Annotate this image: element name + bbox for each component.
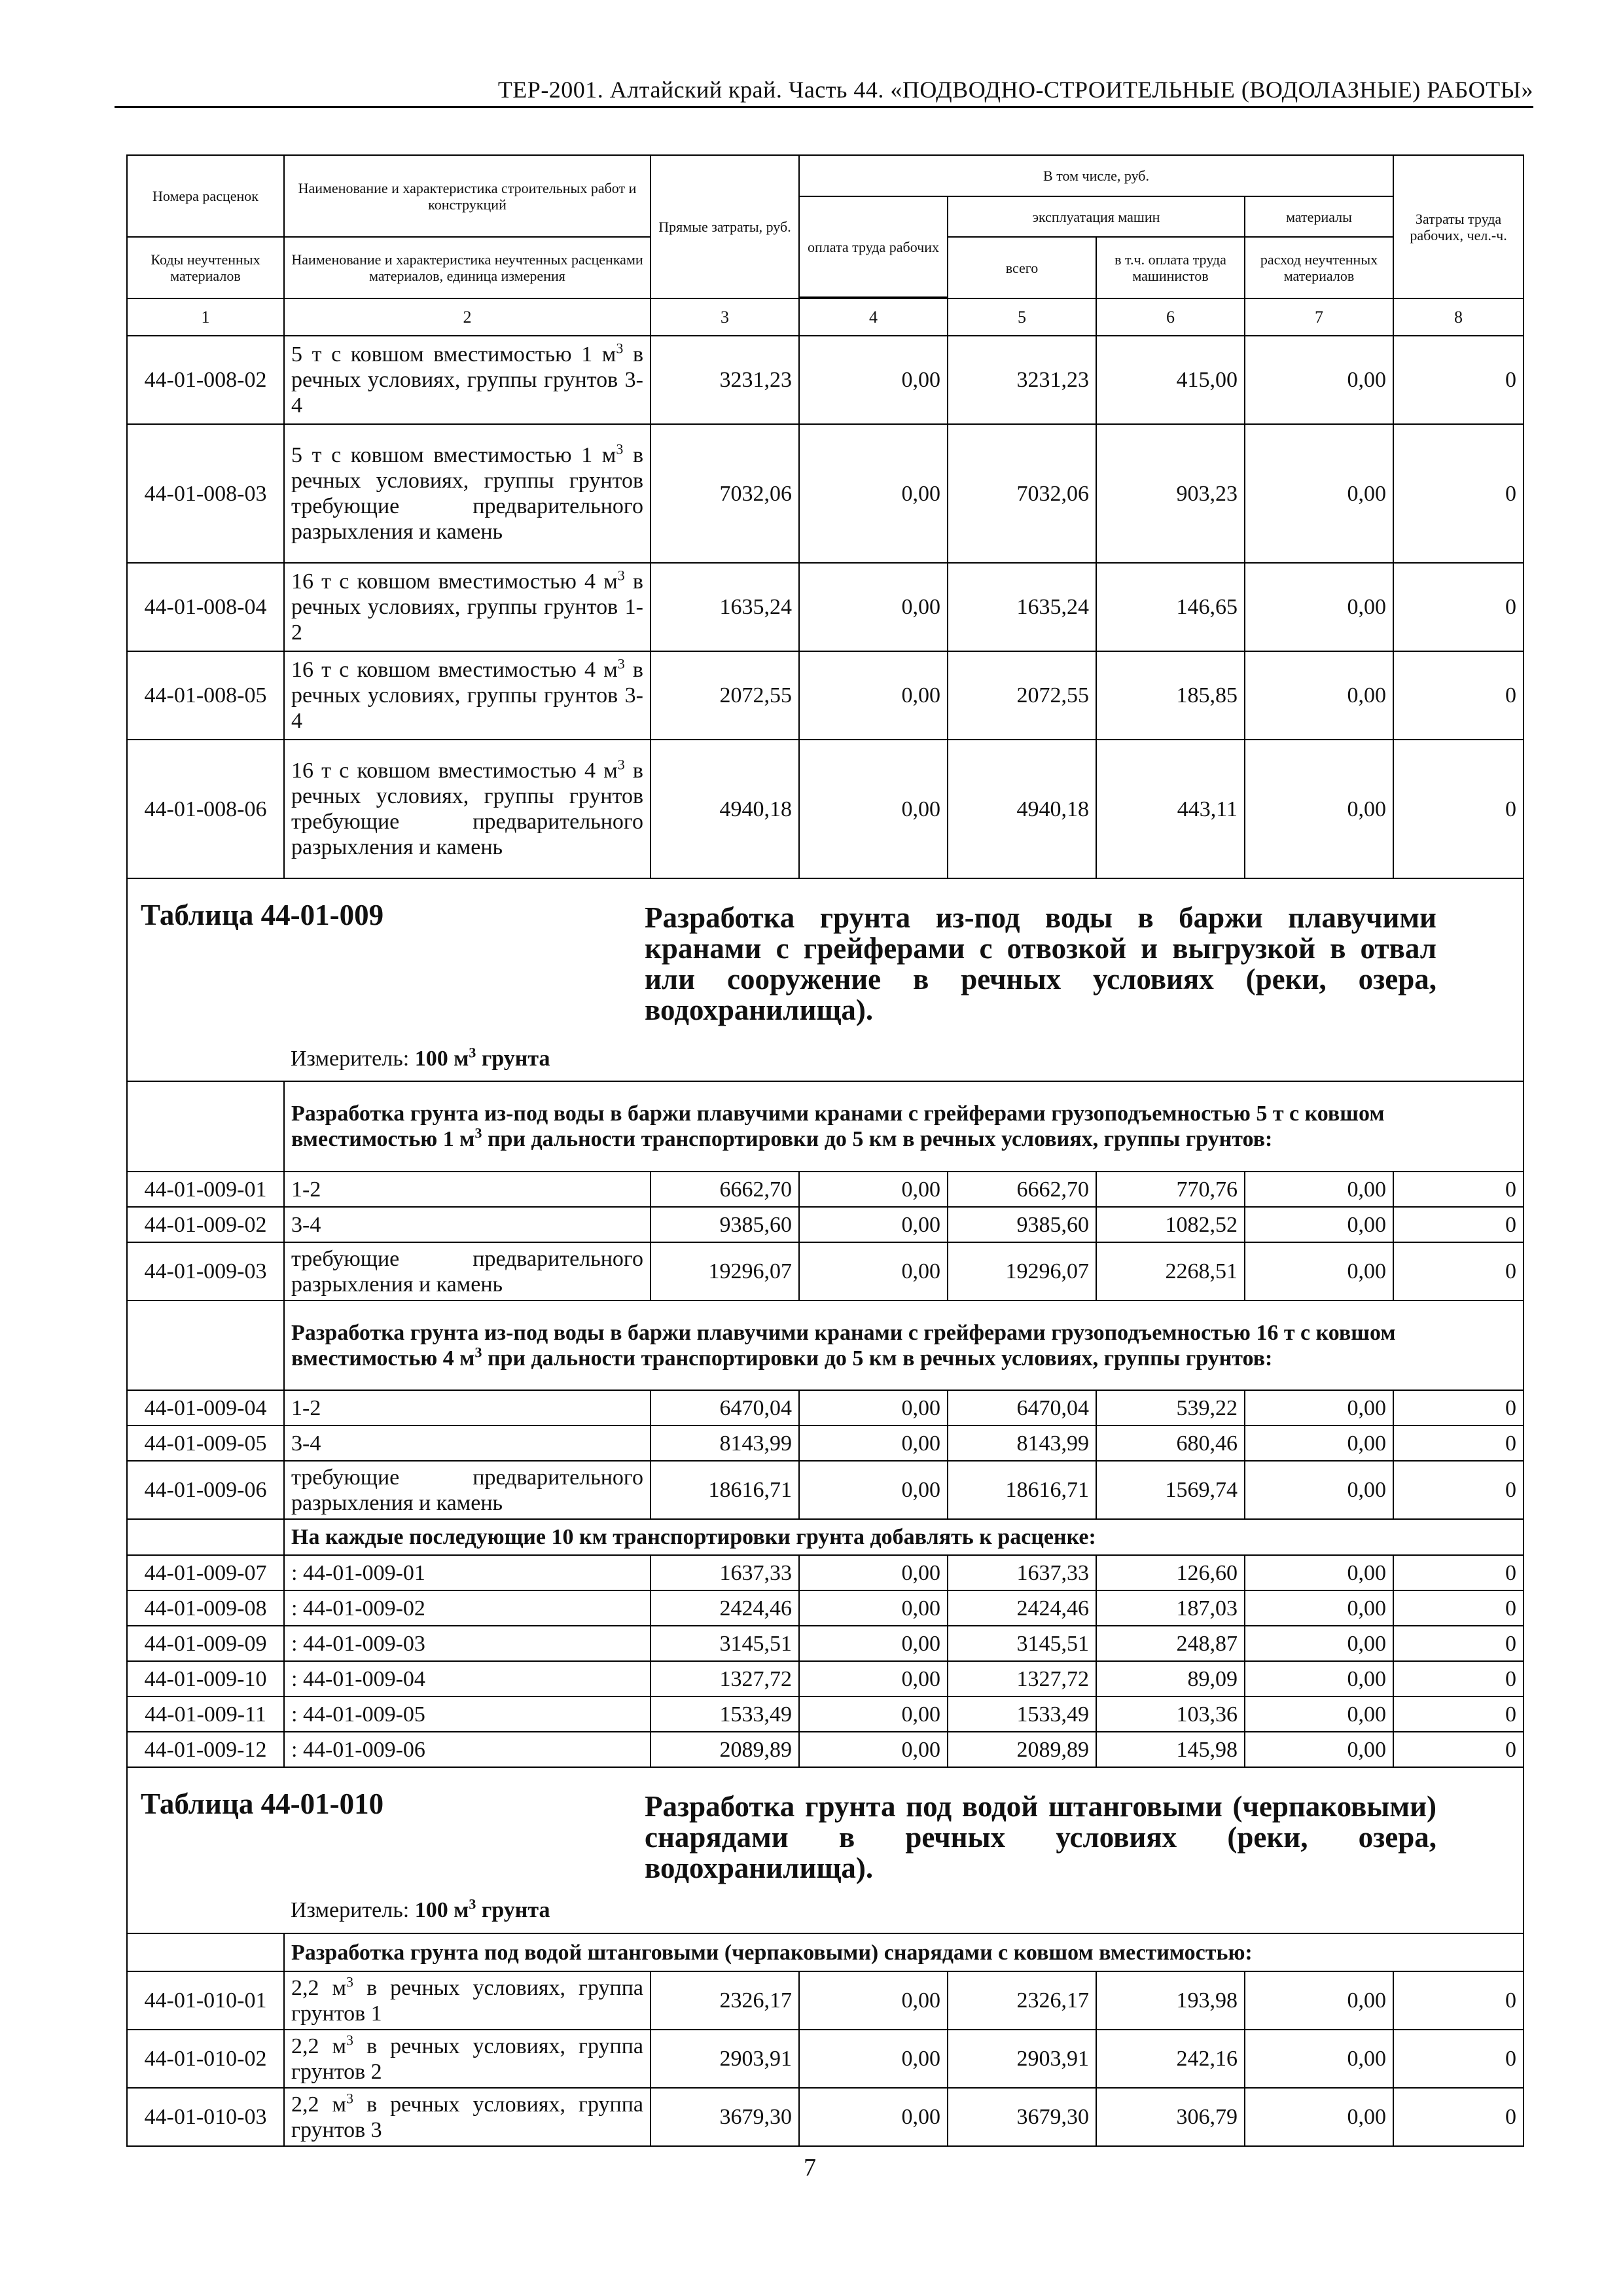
materials-cost: 0,00 bbox=[1245, 1242, 1393, 1300]
machinist-wage: 1569,74 bbox=[1096, 1461, 1245, 1519]
machinist-wage: 185,85 bbox=[1096, 651, 1245, 740]
subheading-blank bbox=[127, 1081, 284, 1172]
machinist-wage: 248,87 bbox=[1096, 1626, 1245, 1661]
rate-description bbox=[284, 1172, 651, 1207]
subheading-text: при дальности транспортировки до 5 км в речных условиях, группы грунтов: bbox=[482, 1346, 1273, 1371]
rate-code: 44-01-009-12 bbox=[127, 1732, 284, 1767]
subheading-text: Разработка грунта из-под воды в баржи плавучими кранами с грейферами грузоподъемностью 16 т с ковшом вместимостью 4 м bbox=[291, 1320, 1396, 1371]
materials-cost: 0,00 bbox=[1245, 336, 1393, 424]
col-header-exp: эксплуатация машин bbox=[948, 196, 1245, 237]
worker-wage: 0,00 bbox=[799, 1661, 948, 1696]
subheading-row bbox=[127, 1081, 1524, 1172]
rate-row bbox=[127, 740, 1524, 878]
measure-text: грунта bbox=[476, 1047, 550, 1071]
labor-cost: 0 bbox=[1393, 1242, 1524, 1300]
superscript: 3 bbox=[616, 340, 624, 357]
materials-cost: 0,00 bbox=[1245, 1971, 1393, 2030]
rate-row bbox=[127, 2088, 1524, 2146]
machine-total: 2326,17 bbox=[948, 1971, 1096, 2030]
superscript: 3 bbox=[469, 1044, 476, 1061]
materials-cost: 0,00 bbox=[1245, 1590, 1393, 1626]
machine-total: 7032,06 bbox=[948, 424, 1096, 563]
machine-total: 6662,70 bbox=[948, 1172, 1096, 1207]
name-text: в речных условиях, группа грунтов 1 bbox=[291, 1975, 643, 2026]
measure-label: Измеритель: bbox=[291, 1047, 415, 1071]
labor-cost: 0 bbox=[1393, 1732, 1524, 1767]
col-header-total: всего bbox=[948, 237, 1096, 298]
name-text: в речных условиях, группы грунтов требующие предварительного разрыхления и камень bbox=[291, 759, 643, 859]
machinist-wage: 443,11 bbox=[1096, 740, 1245, 878]
rate-code: 44-01-009-01 bbox=[127, 1172, 284, 1207]
col-header-names2: Наименование и характеристика неучтенных расценками материалов, единица измерения bbox=[284, 237, 651, 298]
name-text: 3-4 bbox=[291, 1431, 321, 1456]
labor-cost: 0 bbox=[1393, 1590, 1524, 1626]
rate-description bbox=[284, 1590, 651, 1626]
name-text: 1-2 bbox=[291, 1177, 321, 1202]
name-text: 1-2 bbox=[291, 1395, 321, 1420]
rate-description bbox=[284, 1626, 651, 1661]
rate-description bbox=[284, 563, 651, 651]
rate-code: 44-01-008-05 bbox=[127, 651, 284, 740]
rate-code: 44-01-009-11 bbox=[127, 1696, 284, 1732]
table-label: Таблица 44-01-009 bbox=[141, 899, 384, 931]
rate-description bbox=[284, 1661, 651, 1696]
materials-cost: 0,00 bbox=[1245, 1461, 1393, 1519]
direct-cost: 9385,60 bbox=[651, 1207, 799, 1242]
measure-text: 100 м bbox=[414, 1047, 469, 1071]
name-text: 2,2 м bbox=[291, 2092, 347, 2117]
rate-code: 44-01-010-01 bbox=[127, 1971, 284, 2030]
subheading bbox=[284, 1300, 1524, 1390]
machine-total: 18616,71 bbox=[948, 1461, 1096, 1519]
subheading bbox=[284, 1081, 1524, 1172]
rate-code: 44-01-008-06 bbox=[127, 740, 284, 878]
rate-code: 44-01-009-05 bbox=[127, 1426, 284, 1461]
materials-cost: 0,00 bbox=[1245, 1390, 1393, 1426]
materials-cost: 0,00 bbox=[1245, 1732, 1393, 1767]
labor-cost: 0 bbox=[1393, 336, 1524, 424]
name-text: в речных условиях, группы грунтов 3-4 bbox=[291, 342, 643, 418]
machine-total: 2089,89 bbox=[948, 1732, 1096, 1767]
subheading-blank bbox=[127, 1933, 284, 1971]
col-header-codes: Коды неучтенных материалов bbox=[127, 237, 284, 298]
worker-wage: 0,00 bbox=[799, 563, 948, 651]
direct-cost: 1637,33 bbox=[651, 1555, 799, 1590]
rate-row bbox=[127, 336, 1524, 424]
col-num: 4 bbox=[799, 298, 948, 336]
labor-cost: 0 bbox=[1393, 1207, 1524, 1242]
rate-row bbox=[127, 1626, 1524, 1661]
rate-row bbox=[127, 651, 1524, 740]
worker-wage: 0,00 bbox=[799, 336, 948, 424]
measure-text: грунта bbox=[476, 1898, 550, 1922]
machine-total: 3231,23 bbox=[948, 336, 1096, 424]
rate-description bbox=[284, 1732, 651, 1767]
name-text: требующие предварительного разрыхления и камень bbox=[291, 1246, 643, 1297]
machinist-wage: 415,00 bbox=[1096, 336, 1245, 424]
machinist-wage: 146,65 bbox=[1096, 563, 1245, 651]
rate-row bbox=[127, 1555, 1524, 1590]
rate-row bbox=[127, 1390, 1524, 1426]
rate-description bbox=[284, 1426, 651, 1461]
name-text: 2,2 м bbox=[291, 2034, 347, 2058]
rate-code: 44-01-008-02 bbox=[127, 336, 284, 424]
direct-cost: 6662,70 bbox=[651, 1172, 799, 1207]
col-num: 5 bbox=[948, 298, 1096, 336]
rate-row bbox=[127, 2030, 1524, 2088]
table-label: Таблица 44-01-010 bbox=[141, 1787, 384, 1820]
table-title: Разработка грунта из-под воды в баржи плавучими кранами с грейферами с отвозкой и выгрузкой в отвал или сооружение в речных условиях (реки, озера, водохранилища). bbox=[645, 901, 1436, 1026]
direct-cost: 1635,24 bbox=[651, 563, 799, 651]
rate-row bbox=[127, 1172, 1524, 1207]
machinist-wage: 306,79 bbox=[1096, 2088, 1245, 2146]
materials-cost: 0,00 bbox=[1245, 1696, 1393, 1732]
col-header-mwage: в т.ч. оплата труда машинистов bbox=[1096, 237, 1245, 298]
machinist-wage: 770,76 bbox=[1096, 1172, 1245, 1207]
rate-description bbox=[284, 2088, 651, 2146]
materials-cost: 0,00 bbox=[1245, 1626, 1393, 1661]
subheading-text: На каждые последующие 10 км транспортировки грунта добавлять к расценке: bbox=[291, 1525, 1096, 1549]
rate-row bbox=[127, 1971, 1524, 2030]
name-text: 5 т с ковшом вместимостью 1 м bbox=[291, 443, 616, 467]
measure-value bbox=[414, 1044, 550, 1071]
machinist-wage: 2268,51 bbox=[1096, 1242, 1245, 1300]
worker-wage: 0,00 bbox=[799, 1207, 948, 1242]
rate-code: 44-01-008-03 bbox=[127, 424, 284, 563]
superscript: 3 bbox=[346, 2032, 354, 2049]
name-text: 3-4 bbox=[291, 1212, 321, 1237]
worker-wage: 0,00 bbox=[799, 651, 948, 740]
labor-cost: 0 bbox=[1393, 563, 1524, 651]
rate-description bbox=[284, 1207, 651, 1242]
machinist-wage: 242,16 bbox=[1096, 2030, 1245, 2088]
direct-cost: 1533,49 bbox=[651, 1696, 799, 1732]
superscript: 3 bbox=[617, 567, 625, 584]
subheading bbox=[284, 1519, 1524, 1555]
machine-total: 2903,91 bbox=[948, 2030, 1096, 2088]
labor-cost: 0 bbox=[1393, 2030, 1524, 2088]
rate-row bbox=[127, 1661, 1524, 1696]
name-text: 5 т с ковшом вместимостью 1 м bbox=[291, 342, 616, 367]
subheading-row bbox=[127, 1933, 1524, 1971]
col-num: 6 bbox=[1096, 298, 1245, 336]
col-num: 2 bbox=[284, 298, 651, 336]
direct-cost: 3679,30 bbox=[651, 2088, 799, 2146]
materials-cost: 0,00 bbox=[1245, 1207, 1393, 1242]
subheading-text: Разработка грунта под водой штанговыми (черпаковыми) снарядами с ковшом вместимостью: bbox=[291, 1940, 1253, 1965]
superscript: 3 bbox=[346, 2090, 354, 2107]
rate-code: 44-01-009-04 bbox=[127, 1390, 284, 1426]
rate-description bbox=[284, 1971, 651, 2030]
name-text: в речных условиях, группа грунтов 3 bbox=[291, 2092, 643, 2142]
name-text: : 44-01-009-04 bbox=[291, 1666, 425, 1691]
rate-code: 44-01-009-06 bbox=[127, 1461, 284, 1519]
superscript: 3 bbox=[346, 1973, 354, 1990]
name-text: 2,2 м bbox=[291, 1975, 347, 2000]
direct-cost: 2089,89 bbox=[651, 1732, 799, 1767]
header-title: ТЕР-2001. Алтайский край. Часть 44. «ПОДВОДНО-СТРОИТЕЛЬНЫЕ (ВОДОЛАЗНЫЕ) РАБОТЫ» bbox=[497, 77, 1533, 103]
machine-total: 4940,18 bbox=[948, 740, 1096, 878]
worker-wage: 0,00 bbox=[799, 424, 948, 563]
rate-code: 44-01-010-02 bbox=[127, 2030, 284, 2088]
labor-cost: 0 bbox=[1393, 1696, 1524, 1732]
rate-row bbox=[127, 1426, 1524, 1461]
machinist-wage: 1082,52 bbox=[1096, 1207, 1245, 1242]
rate-row bbox=[127, 563, 1524, 651]
rate-description bbox=[284, 740, 651, 878]
labor-cost: 0 bbox=[1393, 1971, 1524, 2030]
rate-code: 44-01-009-03 bbox=[127, 1242, 284, 1300]
machine-total: 1637,33 bbox=[948, 1555, 1096, 1590]
direct-cost: 7032,06 bbox=[651, 424, 799, 563]
measure-unit bbox=[291, 1046, 550, 1071]
superscript: 3 bbox=[617, 756, 625, 773]
table-title-row bbox=[127, 1767, 1524, 1933]
machinist-wage: 680,46 bbox=[1096, 1426, 1245, 1461]
worker-wage: 0,00 bbox=[799, 1696, 948, 1732]
name-text: требующие предварительного разрыхления и камень bbox=[291, 1465, 643, 1515]
worker-wage: 0,00 bbox=[799, 2088, 948, 2146]
direct-cost: 19296,07 bbox=[651, 1242, 799, 1300]
worker-wage: 0,00 bbox=[799, 1971, 948, 2030]
rate-description bbox=[284, 2030, 651, 2088]
worker-wage: 0,00 bbox=[799, 740, 948, 878]
machine-total: 1327,72 bbox=[948, 1661, 1096, 1696]
labor-cost: 0 bbox=[1393, 1661, 1524, 1696]
subheading-text: при дальности транспортировки до 5 км в речных условиях, группы грунтов: bbox=[482, 1127, 1273, 1151]
table-title: Разработка грунта под водой штанговыми (черпаковыми) снарядами в речных условиях (реки, озера, водохранилища). bbox=[645, 1790, 1436, 1884]
worker-wage: 0,00 bbox=[799, 1390, 948, 1426]
running-header bbox=[115, 73, 1533, 108]
machine-total: 2072,55 bbox=[948, 651, 1096, 740]
machine-total: 1635,24 bbox=[948, 563, 1096, 651]
table-title-block bbox=[127, 878, 1524, 1081]
superscript: 3 bbox=[617, 655, 625, 672]
rates-table bbox=[126, 154, 1524, 2147]
materials-cost: 0,00 bbox=[1245, 2088, 1393, 2146]
superscript: 3 bbox=[616, 440, 624, 457]
rate-code: 44-01-009-10 bbox=[127, 1661, 284, 1696]
worker-wage: 0,00 bbox=[799, 1426, 948, 1461]
rate-row bbox=[127, 424, 1524, 563]
subheading-text: Разработка грунта из-под воды в баржи плавучими кранами с грейферами грузоподъемностью 5 т с ковшом вместимостью 1 м bbox=[291, 1102, 1385, 1151]
rate-code: 44-01-009-02 bbox=[127, 1207, 284, 1242]
direct-cost: 3231,23 bbox=[651, 336, 799, 424]
labor-cost: 0 bbox=[1393, 1626, 1524, 1661]
name-text: 16 т с ковшом вместимостью 4 м bbox=[291, 658, 618, 682]
rate-row bbox=[127, 1207, 1524, 1242]
rate-description bbox=[284, 1696, 651, 1732]
rate-description bbox=[284, 1555, 651, 1590]
rate-row bbox=[127, 1732, 1524, 1767]
machine-total: 6470,04 bbox=[948, 1390, 1096, 1426]
name-text: в речных условиях, группы грунтов требующие предварительного разрыхления и камень bbox=[291, 443, 643, 544]
subheading bbox=[284, 1933, 1524, 1971]
machine-total: 3679,30 bbox=[948, 2088, 1096, 2146]
worker-wage: 0,00 bbox=[799, 1626, 948, 1661]
machine-total: 8143,99 bbox=[948, 1426, 1096, 1461]
worker-wage: 0,00 bbox=[799, 1461, 948, 1519]
worker-wage: 0,00 bbox=[799, 1590, 948, 1626]
name-text: в речных условиях, группы грунтов 3-4 bbox=[291, 658, 643, 733]
rate-description bbox=[284, 336, 651, 424]
materials-cost: 0,00 bbox=[1245, 424, 1393, 563]
superscript: 3 bbox=[474, 1124, 482, 1141]
rate-code: 44-01-010-03 bbox=[127, 2088, 284, 2146]
materials-cost: 0,00 bbox=[1245, 740, 1393, 878]
superscript: 3 bbox=[474, 1344, 482, 1361]
col-header-name: Наименование и характеристика строительных работ и конструкций bbox=[284, 155, 651, 237]
col-header-incl: В том числе, руб. bbox=[799, 155, 1393, 196]
rate-description bbox=[284, 1390, 651, 1426]
rate-description bbox=[284, 1461, 651, 1519]
measure-unit bbox=[291, 1897, 550, 1923]
machinist-wage: 187,03 bbox=[1096, 1590, 1245, 1626]
labor-cost: 0 bbox=[1393, 1390, 1524, 1426]
rate-row bbox=[127, 1461, 1524, 1519]
labor-cost: 0 bbox=[1393, 740, 1524, 878]
subheading-blank bbox=[127, 1519, 284, 1555]
direct-cost: 2326,17 bbox=[651, 1971, 799, 2030]
subheading-row bbox=[127, 1519, 1524, 1555]
rates-table-wrap bbox=[126, 154, 1523, 2142]
rate-description bbox=[284, 1242, 651, 1300]
col-num: 8 bbox=[1393, 298, 1524, 336]
name-text: : 44-01-009-03 bbox=[291, 1631, 425, 1656]
labor-cost: 0 bbox=[1393, 1555, 1524, 1590]
measure-text: 100 м bbox=[414, 1898, 469, 1922]
machine-total: 2424,46 bbox=[948, 1590, 1096, 1626]
col-num: 7 bbox=[1245, 298, 1393, 336]
materials-cost: 0,00 bbox=[1245, 1555, 1393, 1590]
measure-value bbox=[414, 1895, 550, 1922]
machine-total: 3145,51 bbox=[948, 1626, 1096, 1661]
rate-row bbox=[127, 1242, 1524, 1300]
rate-description bbox=[284, 424, 651, 563]
name-text: : 44-01-009-05 bbox=[291, 1702, 425, 1727]
name-text: : 44-01-009-02 bbox=[291, 1596, 425, 1621]
labor-cost: 0 bbox=[1393, 1426, 1524, 1461]
machine-total: 1533,49 bbox=[948, 1696, 1096, 1732]
direct-cost: 2424,46 bbox=[651, 1590, 799, 1626]
direct-cost: 8143,99 bbox=[651, 1426, 799, 1461]
rate-code: 44-01-009-08 bbox=[127, 1590, 284, 1626]
col-header-direct: Прямые затраты, руб. bbox=[651, 155, 799, 298]
machinist-wage: 903,23 bbox=[1096, 424, 1245, 563]
direct-cost: 2072,55 bbox=[651, 651, 799, 740]
labor-cost: 0 bbox=[1393, 651, 1524, 740]
labor-cost: 0 bbox=[1393, 1172, 1524, 1207]
rate-row bbox=[127, 1590, 1524, 1626]
name-text: в речных условиях, группа грунтов 2 bbox=[291, 2034, 643, 2084]
subheading-blank bbox=[127, 1300, 284, 1390]
materials-cost: 0,00 bbox=[1245, 1172, 1393, 1207]
worker-wage: 0,00 bbox=[799, 1242, 948, 1300]
materials-cost: 0,00 bbox=[1245, 2030, 1393, 2088]
labor-cost: 0 bbox=[1393, 424, 1524, 563]
col-header-mat: материалы bbox=[1245, 196, 1393, 237]
col-header-num: Номера расценок bbox=[127, 155, 284, 237]
direct-cost: 18616,71 bbox=[651, 1461, 799, 1519]
worker-wage: 0,00 bbox=[799, 1732, 948, 1767]
machinist-wage: 539,22 bbox=[1096, 1390, 1245, 1426]
worker-wage: 0,00 bbox=[799, 1172, 948, 1207]
machine-total: 9385,60 bbox=[948, 1207, 1096, 1242]
rate-description bbox=[284, 651, 651, 740]
col-header-labor: Затраты труда рабочих, чел.-ч. bbox=[1393, 155, 1524, 298]
column-numbers-row bbox=[127, 298, 1524, 336]
superscript: 3 bbox=[469, 1895, 476, 1912]
materials-cost: 0,00 bbox=[1245, 1661, 1393, 1696]
col-num: 3 bbox=[651, 298, 799, 336]
direct-cost: 2903,91 bbox=[651, 2030, 799, 2088]
labor-cost: 0 bbox=[1393, 2088, 1524, 2146]
col-header-matx: расход неучтенных материалов bbox=[1245, 237, 1393, 298]
name-text: 16 т с ковшом вместимостью 4 м bbox=[291, 569, 618, 594]
rate-code: 44-01-009-09 bbox=[127, 1626, 284, 1661]
machinist-wage: 126,60 bbox=[1096, 1555, 1245, 1590]
direct-cost: 1327,72 bbox=[651, 1661, 799, 1696]
col-header-wage: оплата труда рабочих bbox=[799, 196, 948, 297]
table-title-row bbox=[127, 878, 1524, 1081]
machinist-wage: 103,36 bbox=[1096, 1696, 1245, 1732]
worker-wage: 0,00 bbox=[799, 1555, 948, 1590]
labor-cost: 0 bbox=[1393, 1461, 1524, 1519]
name-text: : 44-01-009-01 bbox=[291, 1560, 425, 1585]
worker-wage: 0,00 bbox=[799, 2030, 948, 2088]
direct-cost: 3145,51 bbox=[651, 1626, 799, 1661]
machinist-wage: 193,98 bbox=[1096, 1971, 1245, 2030]
materials-cost: 0,00 bbox=[1245, 1426, 1393, 1461]
machine-total: 19296,07 bbox=[948, 1242, 1096, 1300]
rate-row bbox=[127, 1696, 1524, 1732]
name-text: : 44-01-009-06 bbox=[291, 1737, 425, 1762]
rate-code: 44-01-009-07 bbox=[127, 1555, 284, 1590]
table-title-block bbox=[127, 1767, 1524, 1933]
measure-label: Измеритель: bbox=[291, 1898, 415, 1922]
materials-cost: 0,00 bbox=[1245, 651, 1393, 740]
direct-cost: 6470,04 bbox=[651, 1390, 799, 1426]
col-num: 1 bbox=[127, 298, 284, 336]
page-number: 7 bbox=[804, 2154, 816, 2181]
machinist-wage: 145,98 bbox=[1096, 1732, 1245, 1767]
rate-code: 44-01-008-04 bbox=[127, 563, 284, 651]
name-text: 16 т с ковшом вместимостью 4 м bbox=[291, 759, 618, 783]
materials-cost: 0,00 bbox=[1245, 563, 1393, 651]
machinist-wage: 89,09 bbox=[1096, 1661, 1245, 1696]
direct-cost: 4940,18 bbox=[651, 740, 799, 878]
subheading-row bbox=[127, 1300, 1524, 1390]
name-text: в речных условиях, группы грунтов 1-2 bbox=[291, 569, 643, 645]
